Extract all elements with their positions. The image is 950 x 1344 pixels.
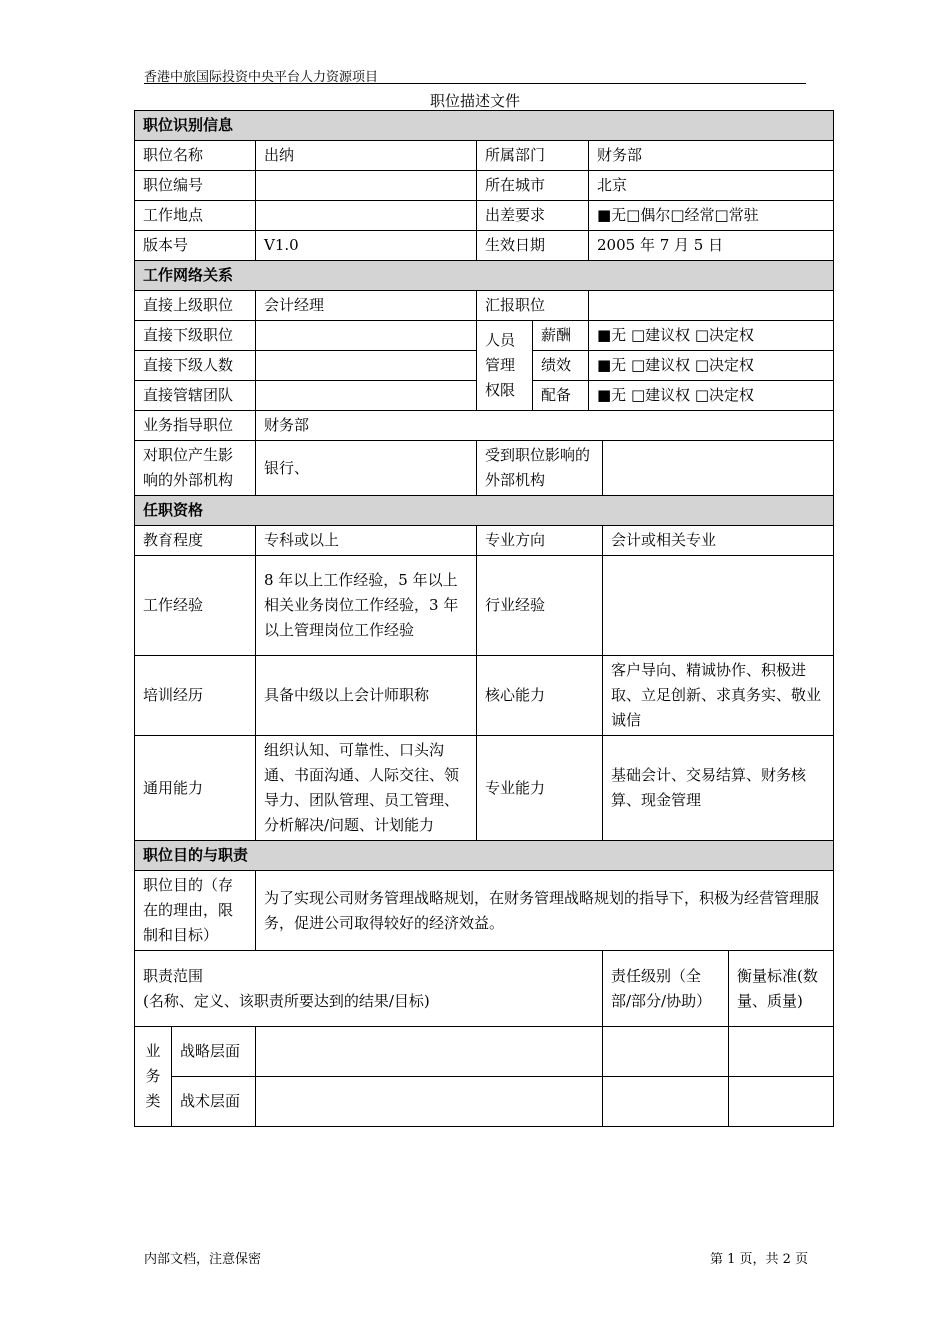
guidance-value: 财务部 [256, 411, 834, 441]
core-competency-label: 核心能力 [477, 656, 603, 736]
section-purpose-duties: 职位目的与职责 [135, 841, 834, 871]
position-name-label: 职位名称 [135, 141, 256, 171]
measurement-standard-header: 衡量标准(数量、质量) [729, 951, 834, 1027]
authority-label [477, 321, 533, 411]
external-affected-value [603, 441, 834, 496]
department-value: 财务部 [589, 141, 834, 171]
strategic-level-cell [603, 1027, 729, 1077]
purpose-value: 为了实现公司财务管理战略规划，在财务管理战略规划的指导下，积极为经营管理服务，促进公司取得较好的经济效益。 [256, 871, 834, 951]
duty-scope-label: 职责范围 [143, 966, 204, 985]
version-label: 版本号 [135, 231, 256, 261]
general-competency-label: 通用能力 [135, 736, 256, 841]
position-code-label: 职位编号 [135, 171, 256, 201]
tactical-level-cell [603, 1077, 729, 1127]
tactical-measure-cell [729, 1077, 834, 1127]
footer-confidential: 内部文档，注意保密 [144, 1252, 262, 1267]
document-title: 职位描述文件 [429, 92, 520, 110]
external-influence-label: 对职位产生影响的外部机构 [135, 441, 256, 496]
header-project-name: 香港中旅国际投资中央平台人力资源项目 [144, 70, 379, 85]
subordinate-count-value [256, 351, 477, 381]
location-label: 工作地点 [135, 201, 256, 231]
department-label: 所属部门 [477, 141, 589, 171]
external-influence-value: 银行、 [256, 441, 477, 496]
version-value: V1.0 [256, 231, 477, 261]
travel-value: ■无□偶尔□经常□常驻 [589, 201, 834, 231]
section-identification: 职位识别信息 [135, 111, 834, 141]
team-value [256, 381, 477, 411]
responsibility-level-header: 责任级别（全部/部分/协助） [603, 951, 729, 1027]
core-competency-value: 客户导向、精诚协作、积极进取、立足创新、求真务实、敬业诚信 [603, 656, 834, 736]
duty-scope-sublabel: (名称、定义、该职责所要达到的结果/目标) [143, 991, 430, 1010]
city-value: 北京 [589, 171, 834, 201]
tactical-duty-cell [256, 1077, 603, 1127]
job-description-table [134, 110, 834, 1127]
salary-authority: ■无 □建议权 □决定权 [589, 321, 834, 351]
training-label: 培训经历 [135, 656, 256, 736]
staffing-authority: ■无 □建议权 □决定权 [589, 381, 834, 411]
team-label: 直接管辖团队 [135, 381, 256, 411]
industry-experience-label: 行业经验 [477, 556, 603, 656]
performance-authority: ■无 □建议权 □决定权 [589, 351, 834, 381]
guidance-label: 业务指导职位 [135, 411, 256, 441]
professional-competency-label: 专业能力 [477, 736, 603, 841]
industry-experience-value [603, 556, 834, 656]
performance-label: 绩效 [533, 351, 589, 381]
section-qualification: 任职资格 [135, 496, 834, 526]
strategic-duty-cell [256, 1027, 603, 1077]
subordinate-label: 直接下级职位 [135, 321, 256, 351]
header-divider [144, 83, 806, 84]
major-label: 专业方向 [477, 526, 603, 556]
duty-scope-header [135, 951, 603, 1027]
business-category-label: 业务类 [135, 1027, 172, 1127]
footer-page-number: 第 1 页，共 2 页 [710, 1252, 809, 1267]
education-label: 教育程度 [135, 526, 256, 556]
general-competency-value: 组织认知、可靠性、口头沟通、书面沟通、人际交往、领导力、团队管理、员工管理、分析解决/问题、计划能力 [256, 736, 477, 841]
position-code-value [256, 171, 477, 201]
superior-label: 直接上级职位 [135, 291, 256, 321]
experience-value: 8 年以上工作经验，5 年以上相关业务岗位工作经验，3 年以上管理岗位工作经验 [256, 556, 477, 656]
staffing-label: 配备 [533, 381, 589, 411]
authority-label-line-3: 权限 [485, 381, 516, 399]
superior-value: 会计经理 [256, 291, 477, 321]
training-value: 具备中级以上会计师职称 [256, 656, 477, 736]
subordinate-count-label: 直接下级人数 [135, 351, 256, 381]
effective-date-value: 2005 年 7 月 5 日 [589, 231, 834, 261]
external-affected-label: 受到职位影响的外部机构 [477, 441, 603, 496]
authority-label-line-1: 人员 [485, 331, 516, 349]
education-value: 专科或以上 [256, 526, 477, 556]
travel-label: 出差要求 [477, 201, 589, 231]
section-network: 工作网络关系 [135, 261, 834, 291]
purpose-label: 职位目的（存在的理由，限制和目标） [135, 871, 256, 951]
subordinate-value [256, 321, 477, 351]
salary-label: 薪酬 [533, 321, 589, 351]
authority-label-line-2: 管理 [485, 356, 516, 374]
strategic-level-label: 战略层面 [172, 1027, 256, 1077]
experience-label: 工作经验 [135, 556, 256, 656]
tactical-level-label: 战术层面 [172, 1077, 256, 1127]
major-value: 会计或相关专业 [603, 526, 834, 556]
strategic-measure-cell [729, 1027, 834, 1077]
professional-competency-value: 基础会计、交易结算、财务核算、现金管理 [603, 736, 834, 841]
report-value [589, 291, 834, 321]
position-name-value: 出纳 [256, 141, 477, 171]
effective-date-label: 生效日期 [477, 231, 589, 261]
report-label: 汇报职位 [477, 291, 589, 321]
location-value [256, 201, 477, 231]
city-label: 所在城市 [477, 171, 589, 201]
job-description-form [134, 110, 822, 1127]
